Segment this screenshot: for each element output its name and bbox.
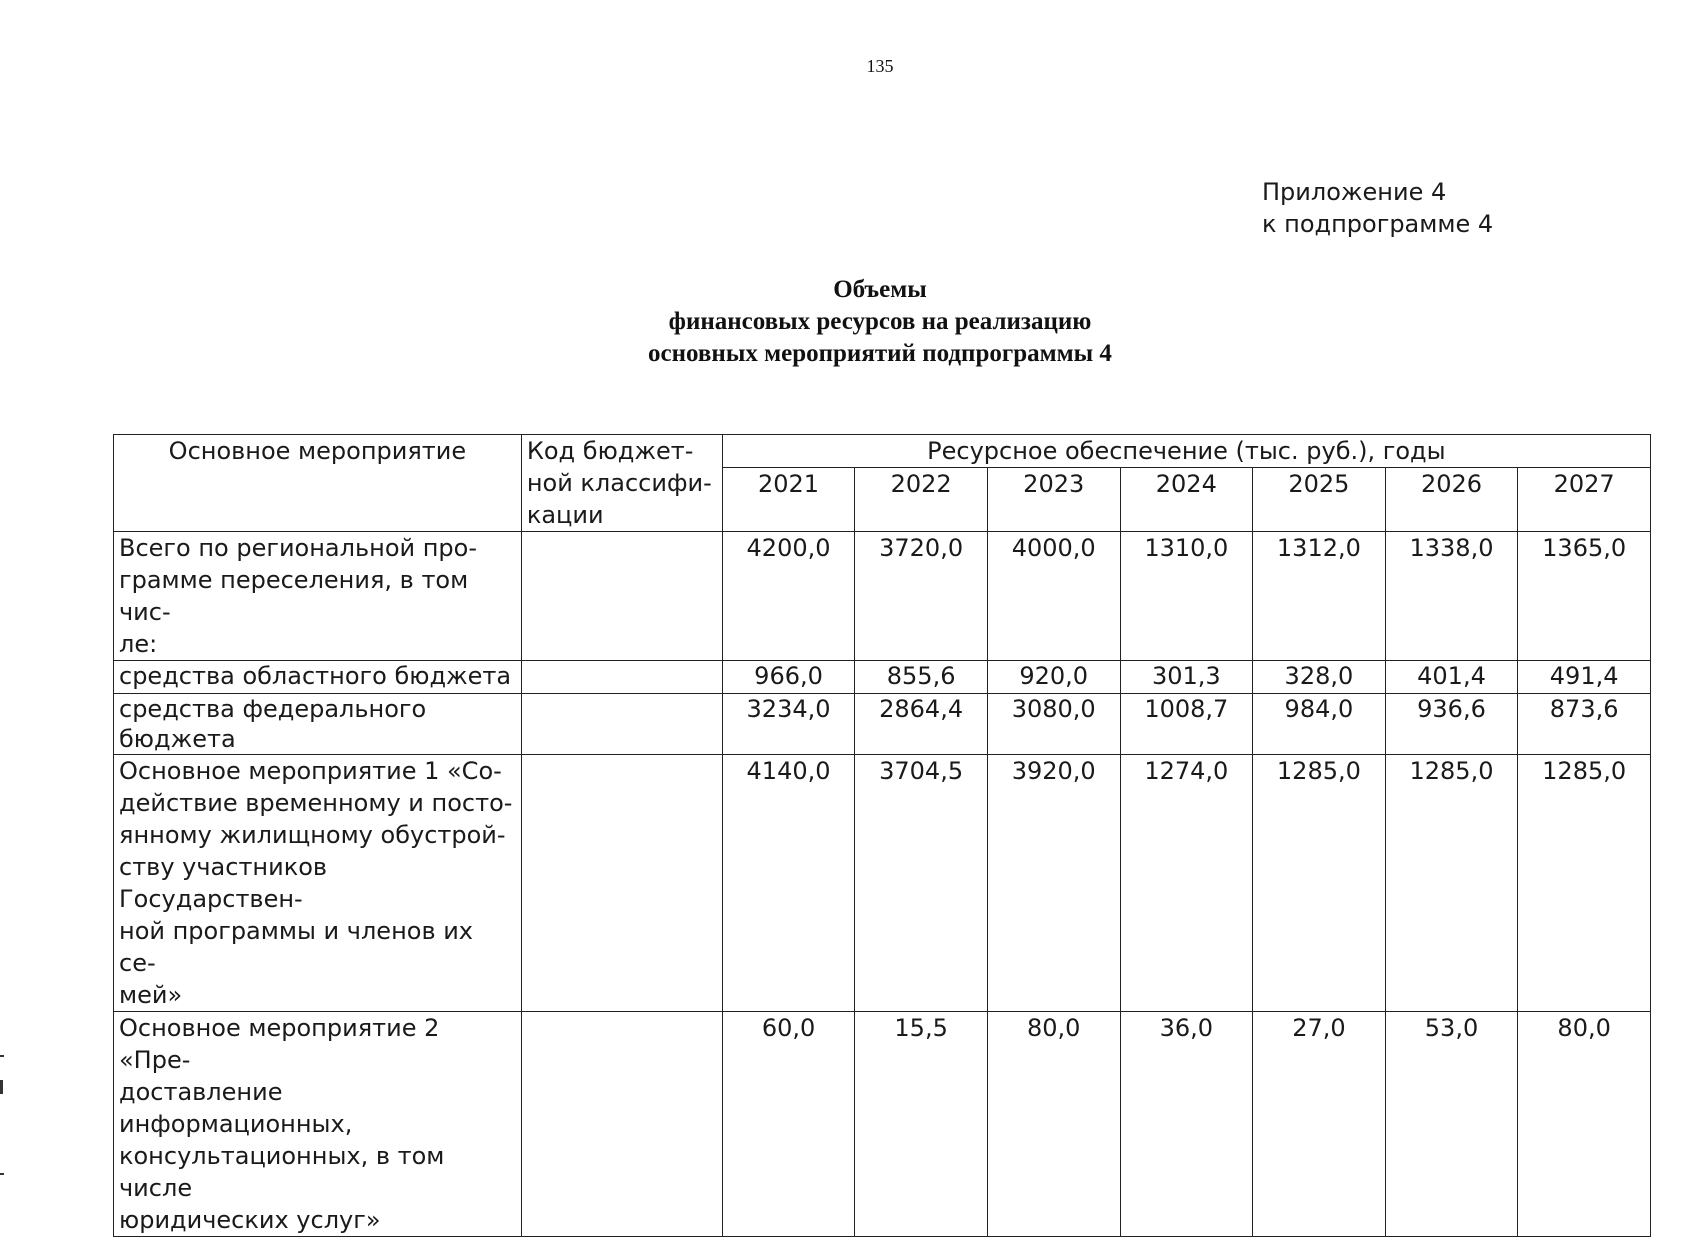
scan-margin-mark <box>0 1055 4 1057</box>
year-header: 2021 <box>722 468 855 532</box>
year-header: 2022 <box>855 468 988 532</box>
cell-value: 27,0 <box>1253 1012 1386 1237</box>
table-row <box>114 694 1651 755</box>
row-name <box>114 755 522 1012</box>
row-code <box>521 532 722 661</box>
year-header: 2026 <box>1385 468 1518 532</box>
cell-value: 920,0 <box>987 661 1120 694</box>
cell-value: 966,0 <box>722 661 855 694</box>
cell-value: 15,5 <box>855 1012 988 1237</box>
row-name <box>114 532 522 661</box>
title-line-3: основных мероприятий подпрограммы 4 <box>648 340 1112 367</box>
cell-value: 301,3 <box>1120 661 1253 694</box>
cell-value: 3720,0 <box>855 532 988 661</box>
cell-value: 1312,0 <box>1253 532 1386 661</box>
cell-value: 4200,0 <box>722 532 855 661</box>
cell-value: 3234,0 <box>722 694 855 755</box>
cell-value: 491,4 <box>1518 661 1651 694</box>
year-header: 2024 <box>1120 468 1253 532</box>
row-name-line: янному жилищному обустрой- <box>119 821 506 849</box>
year-header: 2025 <box>1253 468 1386 532</box>
cell-value: 2864,4 <box>855 694 988 755</box>
cell-value: 80,0 <box>987 1012 1120 1237</box>
cell-value: 1285,0 <box>1253 755 1386 1012</box>
header-main-activity: Основное мероприятие <box>114 435 522 532</box>
year-header: 2023 <box>987 468 1120 532</box>
finance-table <box>113 434 1651 1237</box>
cell-value: 3704,5 <box>855 755 988 1012</box>
header-code-line: ной классифи- <box>526 469 712 497</box>
appendix-note <box>1262 176 1493 240</box>
row-name-line: доставление информационных, <box>119 1078 353 1138</box>
appendix-line-2: к подпрограмме 4 <box>1262 210 1494 238</box>
row-code <box>521 755 722 1012</box>
row-name <box>114 1012 522 1237</box>
page-number: 135 <box>866 56 894 76</box>
row-name-line: юридических услуг» <box>119 1206 381 1234</box>
header-resources: Ресурсное обеспечение (тыс. руб.), годы <box>722 435 1650 468</box>
cell-value: 984,0 <box>1253 694 1386 755</box>
document-title <box>480 274 1280 370</box>
table-row <box>114 532 1651 661</box>
cell-value: 53,0 <box>1385 1012 1518 1237</box>
header-code-line: кации <box>526 501 604 529</box>
scan-margin-mark <box>0 1080 3 1094</box>
year-header: 2027 <box>1518 468 1651 532</box>
header-row-1 <box>114 435 1651 468</box>
row-name-line: мей» <box>119 981 183 1009</box>
row-name-line: Основное мероприятие 1 «Со- <box>119 757 502 785</box>
header-code-line: Код бюджет- <box>526 437 694 465</box>
cell-value: 873,6 <box>1518 694 1651 755</box>
cell-value: 401,4 <box>1385 661 1518 694</box>
title-line-2: финансовых ресурсов на реализацию <box>668 308 1092 335</box>
table-row <box>114 661 1651 694</box>
row-name-line: Основное мероприятие 2 «Пре- <box>119 1014 440 1074</box>
cell-value: 1008,7 <box>1120 694 1253 755</box>
table-row <box>114 1012 1651 1237</box>
cell-value: 328,0 <box>1253 661 1386 694</box>
row-code <box>521 1012 722 1237</box>
cell-value: 80,0 <box>1518 1012 1651 1237</box>
row-name-line: ной программы и членов их се- <box>119 917 474 977</box>
cell-value: 936,6 <box>1385 694 1518 755</box>
row-name-line: действие временному и посто- <box>119 789 513 817</box>
cell-value: 1365,0 <box>1518 532 1651 661</box>
row-name-line: ле: <box>119 630 158 658</box>
cell-value: 1338,0 <box>1385 532 1518 661</box>
row-code <box>521 661 722 694</box>
cell-value: 1285,0 <box>1385 755 1518 1012</box>
cell-value: 1274,0 <box>1120 755 1253 1012</box>
cell-value: 3080,0 <box>987 694 1120 755</box>
cell-value: 855,6 <box>855 661 988 694</box>
cell-value: 1285,0 <box>1518 755 1651 1012</box>
row-name-line: ству участников Государствен- <box>119 853 328 913</box>
scan-margin-mark <box>0 1173 4 1175</box>
row-name-line: консультационных, в том числе <box>119 1142 445 1202</box>
row-code <box>521 694 722 755</box>
row-name: средства областного бюджета <box>114 661 522 694</box>
cell-value: 4140,0 <box>722 755 855 1012</box>
header-budget-code <box>521 435 722 532</box>
cell-value: 36,0 <box>1120 1012 1253 1237</box>
title-line-1: Объемы <box>833 276 927 303</box>
cell-value: 1310,0 <box>1120 532 1253 661</box>
cell-value: 60,0 <box>722 1012 855 1237</box>
table-row <box>114 755 1651 1012</box>
cell-value: 4000,0 <box>987 532 1120 661</box>
cell-value: 3920,0 <box>987 755 1120 1012</box>
row-name-line: грамме переселения, в том чис- <box>119 566 469 626</box>
row-name: средства федерального бюджета <box>114 694 522 755</box>
appendix-line-1: Приложение 4 <box>1262 178 1447 206</box>
row-name-line: Всего по региональной про- <box>119 534 477 562</box>
